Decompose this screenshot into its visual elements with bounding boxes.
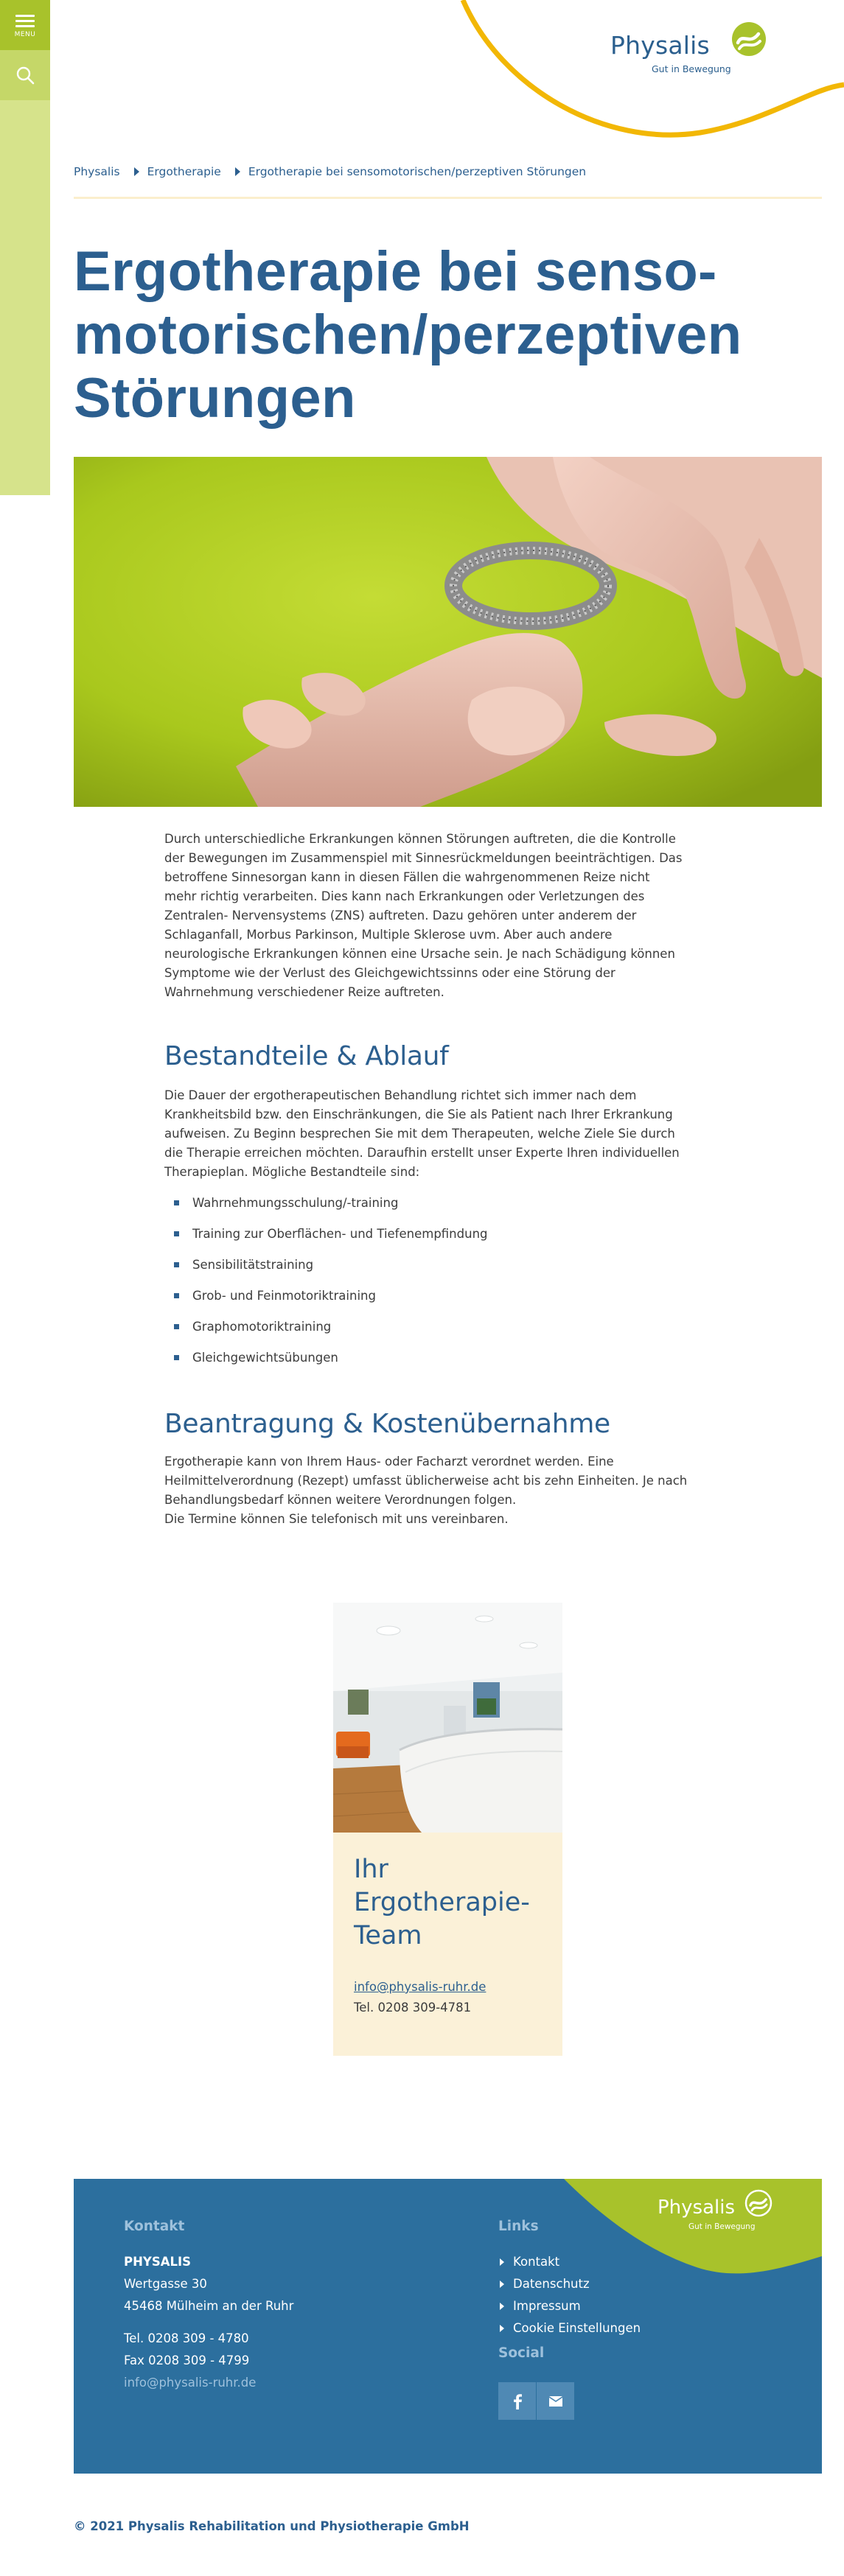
facebook-icon <box>511 2393 524 2409</box>
paragraph-line: Ergotherapie kann von Ihrem Haus- oder Facharzt verordnet werden. Eine <box>164 1455 614 1469</box>
breadcrumb-home-link[interactable]: Physalis <box>74 165 120 178</box>
page-title-line: motorischen/perzeptiven <box>74 304 742 366</box>
physalis-leaf-icon <box>730 21 767 57</box>
footer-physalis-logo[interactable] <box>658 2189 805 2236</box>
footer-email-link[interactable]: info@physalis-ruhr.de <box>124 2376 257 2390</box>
list-item: Graphomotoriktraining <box>174 1315 488 1346</box>
section-paragraph-bestandteile <box>164 1086 733 1182</box>
footer-city: 45468 Mülheim an der Ruhr <box>124 2299 294 2313</box>
paragraph-line: Krankheitsbild bzw. den Einschränkungen, die Sie als Patient nach Ihrer Erkrankung <box>164 1107 673 1121</box>
list-item: Sensibilitätstraining <box>174 1253 488 1284</box>
intro-paragraph <box>164 830 733 1002</box>
menu-button[interactable] <box>0 0 50 50</box>
team-contact-card <box>333 1603 562 2056</box>
facebook-button[interactable] <box>498 2382 536 2420</box>
mail-icon <box>548 2395 563 2407</box>
footer-links-heading: Links <box>498 2219 539 2234</box>
footer-street: Wertgasse 30 <box>124 2277 207 2291</box>
list-item: Wahrnehmungsschulung/-training <box>174 1191 488 1222</box>
paragraph-line: aufweisen. Zu Beginn besprechen Sie mit dem Therapeuten, welche Ziele Sie durch <box>164 1127 675 1141</box>
list-item: Gleichgewichtsübungen <box>174 1346 488 1377</box>
footer-link-cookie-settings[interactable]: Cookie Einstellungen <box>498 2317 641 2339</box>
footer-fax: Fax 0208 309 - 4799 <box>124 2353 250 2367</box>
page-title-line: Ergotherapie bei senso- <box>74 240 717 303</box>
section-paragraph-beantragung <box>164 1452 733 1529</box>
footer-kontakt-heading: Kontakt <box>124 2219 185 2234</box>
list-item: Grob- und Feinmotoriktraining <box>174 1284 488 1315</box>
hero-image-therapy-hands <box>74 457 822 807</box>
logo-name: Physalis <box>610 31 710 60</box>
footer-links-list <box>498 2251 641 2339</box>
intro-line: Zentralen- Nervensystems (ZNS) auftreten. Dazu gehören unter anderem der <box>164 909 637 923</box>
paragraph-line: Die Termine können Sie telefonisch mit uns vereinbaren. <box>164 1512 509 1526</box>
page-title <box>74 240 818 430</box>
hamburger-icon <box>15 12 35 30</box>
section-heading-bestandteile: Bestandteile & Ablauf <box>164 1041 449 1071</box>
footer-logo-tagline: Gut in Bewegung <box>688 2222 756 2231</box>
intro-line: mehr richtig verarbeiten. Dies kann nach Erkrankungen oder Verletzungen des <box>164 889 645 903</box>
paragraph-line: Behandlungsbedarf können weitere Verordnungen folgen. <box>164 1493 517 1507</box>
intro-line: Wahrnehmung verschiedener Reize auftreten. <box>164 985 444 999</box>
footer-company-name: PHYSALIS <box>124 2255 192 2269</box>
paragraph-line: die Therapie erreichen möchten. Daraufhin erstellt unser Experte Ihren individuellen <box>164 1146 680 1160</box>
copyright-notice: © 2021 Physalis Rehabilitation und Physiotherapie GmbH <box>74 2519 470 2533</box>
breadcrumb-arrow-icon <box>134 167 139 176</box>
breadcrumb-current-page[interactable]: Ergotherapie bei sensomotorischen/perzeptiven Störungen <box>248 165 587 178</box>
team-phone: Tel. 0208 309-4781 <box>354 2001 472 2015</box>
intro-line: der Bewegungen im Zusammenspiel mit Sinnesrückmeldungen beeinträchtigen. Das <box>164 851 683 865</box>
bestandteile-list <box>174 1191 488 1377</box>
team-title-line: Ergotherapie- <box>354 1888 530 1917</box>
breadcrumb-arrow-icon <box>235 167 240 176</box>
breadcrumb-divider <box>74 197 822 199</box>
footer-link-kontakt[interactable]: Kontakt <box>498 2251 641 2273</box>
search-button[interactable] <box>0 50 50 100</box>
footer-link-impressum[interactable]: Impressum <box>498 2295 641 2317</box>
footer-logo-name: Physalis <box>658 2197 736 2219</box>
intro-line: neurologische Erkrankungen können eine Ursache sein. Je nach Schädigung können <box>164 947 675 961</box>
intro-line: Durch unterschiedliche Erkrankungen können Störungen auftreten, die die Kontrolle <box>164 832 676 846</box>
physalis-leaf-icon <box>744 2189 772 2217</box>
paragraph-line: Die Dauer der ergotherapeutischen Behandlung richtet sich immer nach dem <box>164 1088 637 1102</box>
team-title-line: Ihr <box>354 1855 388 1884</box>
footer-phone: Tel. 0208 309 - 4780 <box>124 2331 249 2345</box>
search-icon <box>15 66 35 85</box>
logo-tagline: Gut in Bewegung <box>652 63 731 74</box>
paragraph-line: Heilmittelverordnung (Rezept) umfasst üblicherweise acht bis zehn Einheiten. Je nach <box>164 1474 688 1488</box>
list-item: Training zur Oberflächen- und Tiefenempfindung <box>174 1222 488 1253</box>
footer-link-datenschutz[interactable]: Datenschutz <box>498 2273 641 2295</box>
team-title-line: Team <box>354 1921 422 1950</box>
intro-line: Symptome wie der Verlust des Gleichgewichtssinns oder eine Störung der <box>164 966 615 980</box>
team-title <box>354 1853 545 1953</box>
intro-line: betroffene Sinnesorgan kann in diesen Fällen die wahrgenommenen Reize nicht <box>164 870 650 884</box>
physalis-logo[interactable] <box>610 21 772 78</box>
section-heading-beantragung: Beantragung & Kostenübernahme <box>164 1409 610 1439</box>
footer-social-heading: Social <box>498 2345 545 2361</box>
intro-line: Schlaganfall, Morbus Parkinson, Multiple Sklerose uvm. Aber auch andere <box>164 928 613 942</box>
menu-label: MENU <box>14 31 36 38</box>
team-email-link[interactable]: info@physalis-ruhr.de <box>354 1980 486 1994</box>
site-footer <box>74 2179 822 2474</box>
page-title-line: Störungen <box>74 367 356 430</box>
mail-button[interactable] <box>537 2382 574 2420</box>
team-photo-reception <box>333 1603 562 1833</box>
paragraph-line: Therapieplan. Mögliche Bestandteile sind: <box>164 1165 420 1179</box>
breadcrumb <box>74 163 586 181</box>
breadcrumb-ergotherapie-link[interactable]: Ergotherapie <box>147 165 221 178</box>
